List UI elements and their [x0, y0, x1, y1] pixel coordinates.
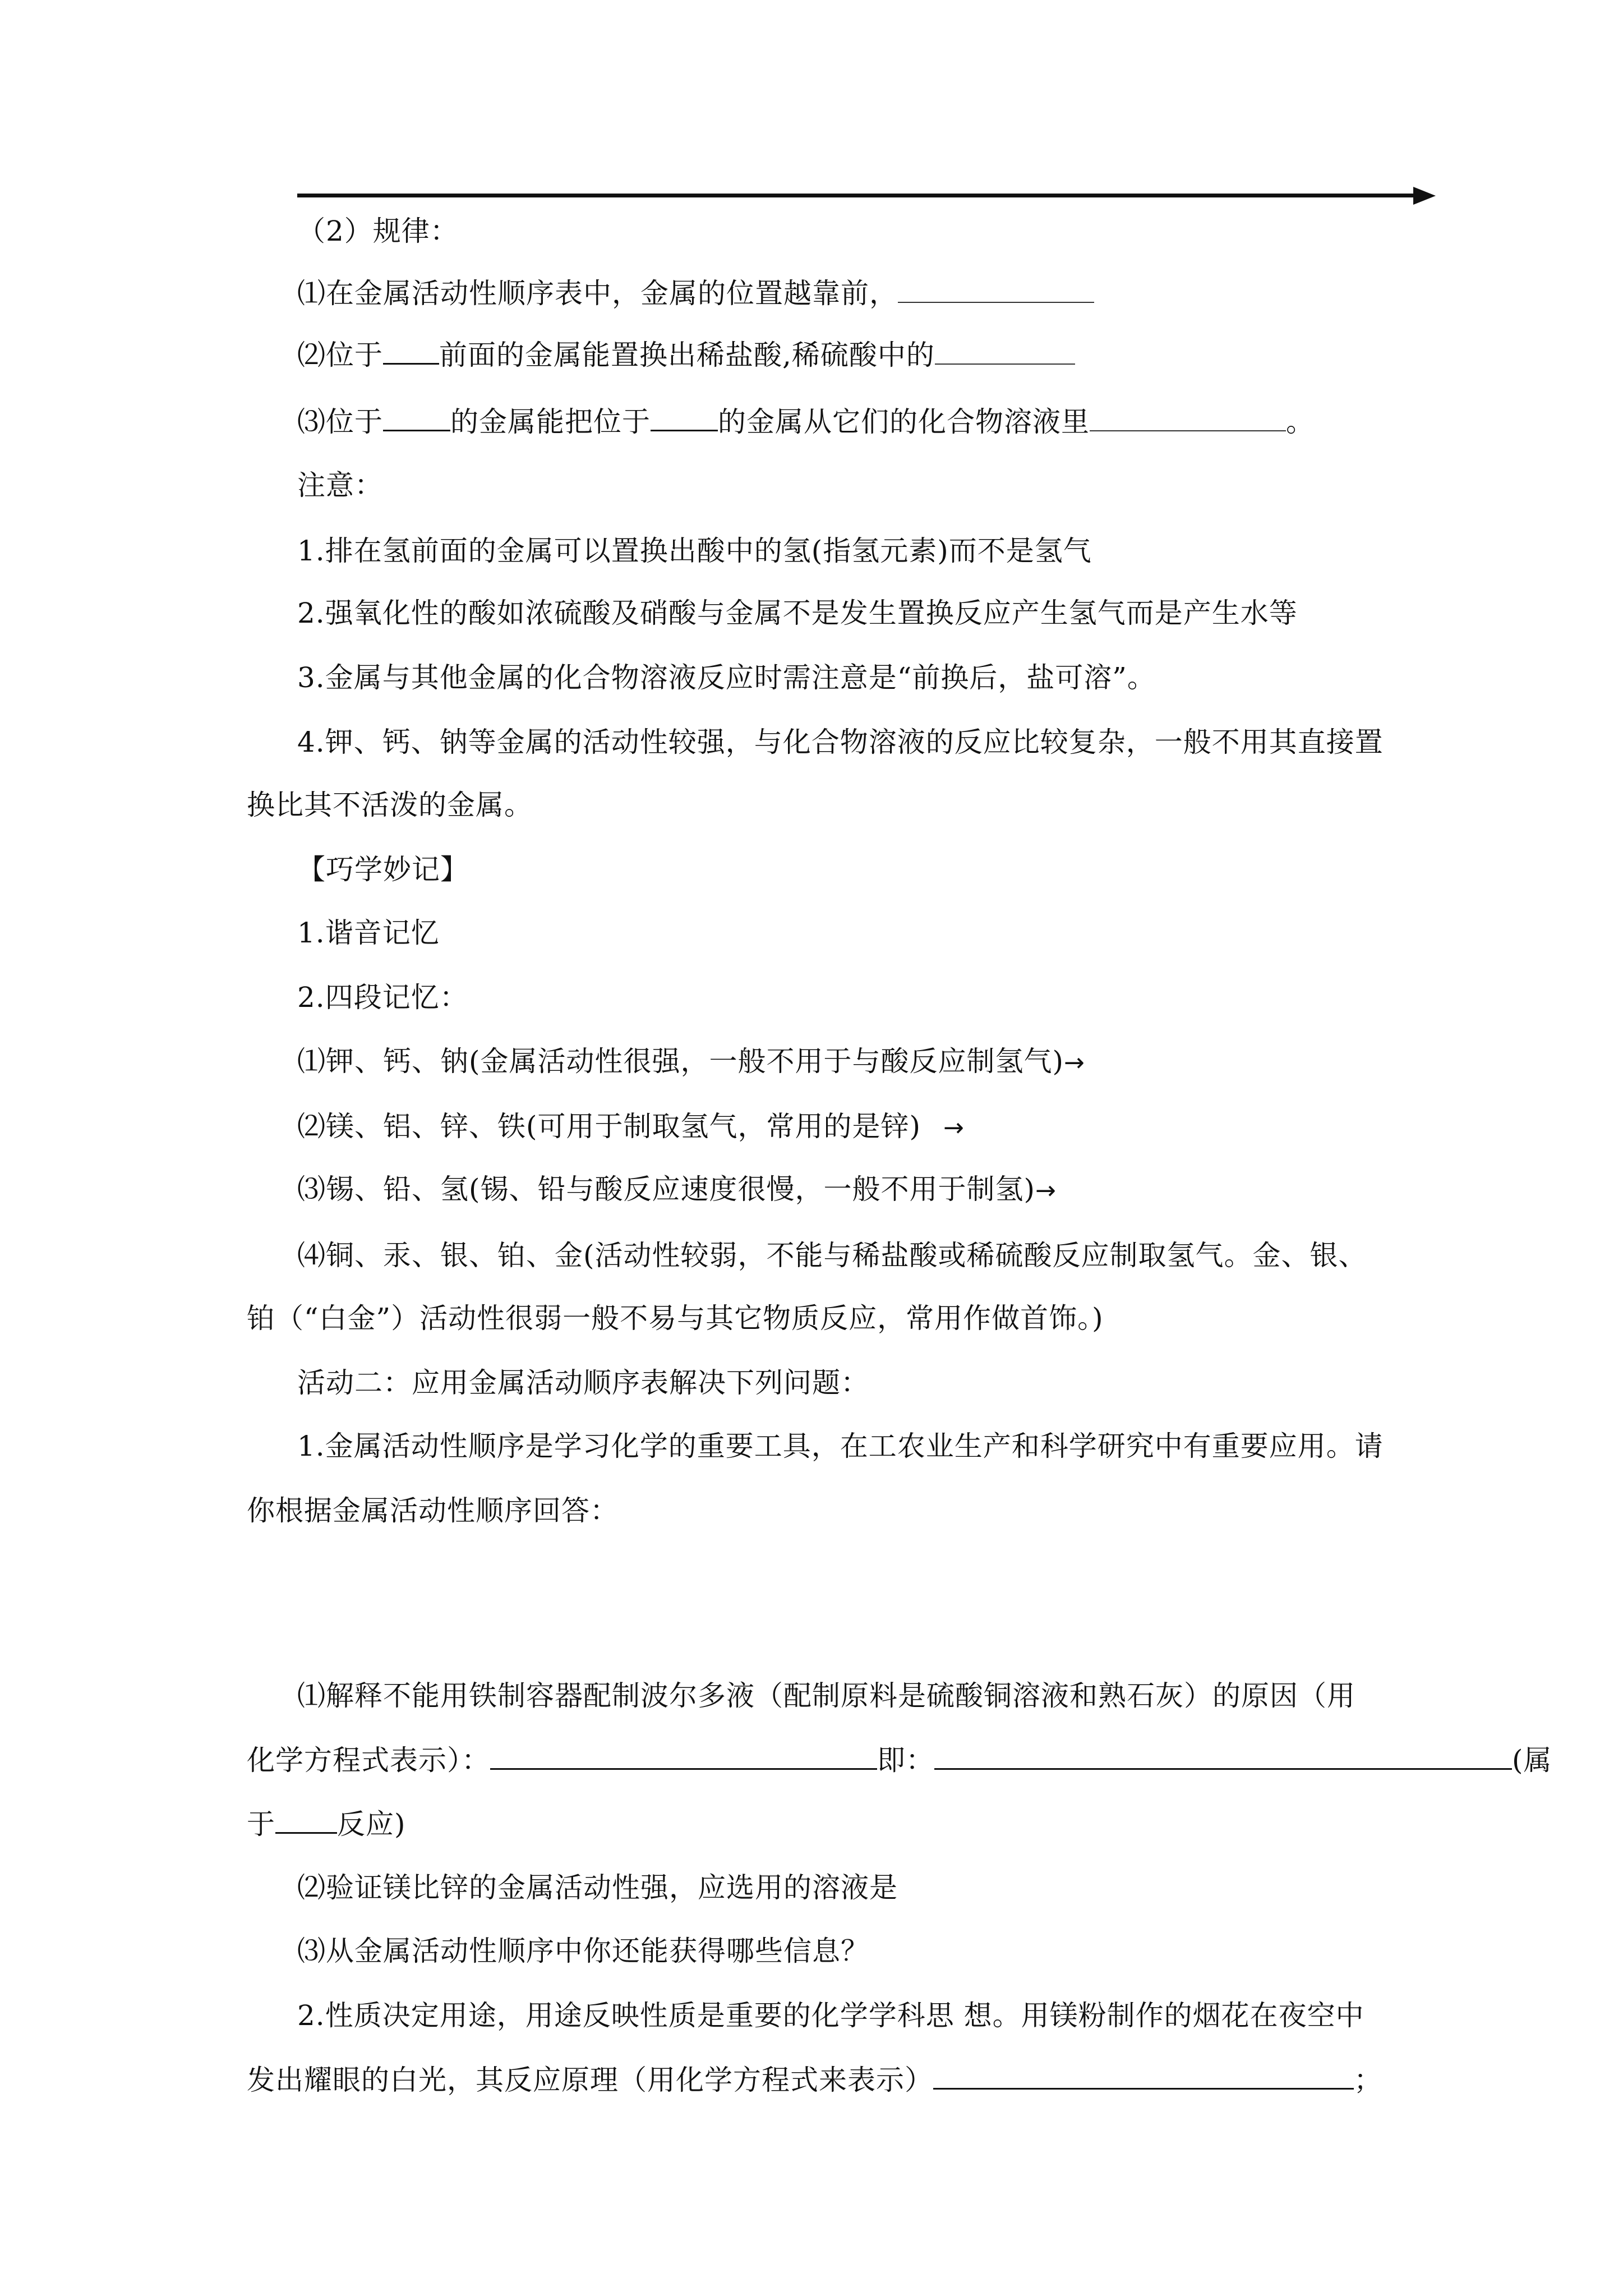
- q2-end: ；: [1354, 2064, 1382, 2096]
- memory-item-1: 1.谐音记忆: [297, 917, 440, 949]
- note-2: 2.强氧化性的酸如浓硫酸及硝酸与金属不是发生置换反应产生氢气而是产生水等: [297, 597, 1298, 629]
- note-3: 3.金属与其他金属的化合物溶液反应时需注意是“前换后，盐可溶”。: [297, 661, 1156, 694]
- number-line-arrow: [297, 194, 1424, 197]
- memory-segment-4-line-2: 铂（“白金”）活动性很弱一般不易与其它物质反应，常用作做首饰。): [247, 1302, 1104, 1335]
- rule-1-text: ⑴在金属活动性顺序表中，金属的位置越靠前，: [297, 277, 898, 310]
- question-1a-line-3: [247, 1807, 406, 1841]
- q1a-reaction: 反应): [337, 1808, 406, 1841]
- rule-2: [297, 338, 1075, 372]
- answer-blank[interactable]: [1090, 406, 1286, 431]
- note-4-line-1: 4.钾、钙、钠等金属的活动性较强，与化合物溶液的反应比较复杂，一般不用其直接置: [297, 726, 1384, 758]
- question-2-line-1: 2.性质决定用途，用途反映性质是重要的化学学科思 想。用镁粉制作的烟花在夜空中: [297, 1999, 1364, 2032]
- answer-blank[interactable]: [935, 339, 1075, 365]
- rule-3: [297, 405, 1315, 439]
- q2-text: 发出耀眼的白光，其反应原理（用化学方程式来表示）: [247, 2064, 933, 2096]
- question-1b: ⑵验证镁比锌的金属活动性强，应选用的溶液是: [297, 1871, 898, 1904]
- rule-3-text-c: 的金属从它们的化合物溶液里: [718, 406, 1090, 438]
- equation-blank[interactable]: [490, 1743, 877, 1770]
- segment-2-text: ⑵镁、铝、锌、铁(可用于制取氢气，常用的是锌): [297, 1110, 921, 1143]
- note-4-line-2: 换比其不活泼的金属。: [247, 789, 533, 821]
- memory-segment-2: [297, 1110, 965, 1145]
- rule-3-end: 。: [1286, 406, 1315, 438]
- q1a-that-is: 即：: [877, 1744, 934, 1777]
- segment-3-text: ⑶锡、铅、氢(锡、铅与酸反应速度很慢，一般不用于制氢): [297, 1173, 1036, 1205]
- note-1: 1.排在氢前面的金属可以置换出酸中的氢(指氢元素)而不是氢气: [297, 535, 1092, 567]
- answer-blank[interactable]: [383, 338, 439, 365]
- rule-1: [297, 277, 1094, 310]
- memory-segment-3: [297, 1172, 1057, 1208]
- equation-blank[interactable]: [933, 2063, 1354, 2090]
- rule-2-text-b: 前面的金属能置换出稀盐酸,稀硫酸中的: [439, 339, 935, 371]
- question-2-line-2: [247, 2063, 1382, 2097]
- right-arrow-icon: →: [1035, 1176, 1057, 1205]
- memory-segment-1: [297, 1045, 1085, 1080]
- answer-blank[interactable]: [651, 405, 718, 431]
- q1a-yu: 于: [247, 1808, 275, 1841]
- right-arrow-icon: →: [943, 1114, 965, 1142]
- question-1c: ⑶从金属活动性顺序中你还能获得哪些信息？: [297, 1935, 869, 1967]
- q1a-label: 化学方程式表示）：: [247, 1744, 490, 1777]
- activity-2-heading: 活动二：应用金属活动顺序表解决下列问题：: [297, 1366, 869, 1399]
- rule-3-text-a: ⑶位于: [297, 406, 383, 438]
- right-arrow-icon: →: [1064, 1048, 1085, 1077]
- question-1-line-1: 1.金属活动性顺序是学习化学的重要工具，在工农业生产和科学研究中有重要应用。请: [297, 1430, 1384, 1462]
- memory-heading: 【巧学妙记】: [297, 853, 469, 886]
- reaction-type-blank[interactable]: [275, 1807, 337, 1834]
- question-1a-line-2: [247, 1743, 1552, 1777]
- notes-heading: 注意：: [297, 469, 383, 501]
- memory-segment-4-line-1: ⑷铜、汞、银、铂、金(活动性较弱，不能与稀盐酸或稀硫酸反应制取氢气。金、银、: [297, 1239, 1367, 1272]
- memory-item-2: 2.四段记忆：: [297, 981, 468, 1014]
- section-heading: （2）规律：: [297, 215, 459, 247]
- question-1-line-2: 你根据金属活动性顺序回答：: [247, 1494, 619, 1527]
- arrow-head-icon: [1413, 187, 1436, 205]
- answer-blank[interactable]: [898, 277, 1094, 303]
- q1a-belongs: (属: [1512, 1744, 1552, 1777]
- segment-1-text: ⑴钾、钙、钠(金属活动性很强，一般不用于与酸反应制氢气): [297, 1045, 1064, 1078]
- question-1a-line-1: ⑴解释不能用铁制容器配制波尔多液（配制原料是硫酸铜溶液和熟石灰）的原因（用: [297, 1680, 1355, 1712]
- explanation-blank[interactable]: [934, 1743, 1512, 1770]
- answer-blank[interactable]: [383, 405, 450, 431]
- rule-2-text-a: ⑵位于: [297, 339, 383, 371]
- rule-3-text-b: 的金属能把位于: [450, 406, 651, 438]
